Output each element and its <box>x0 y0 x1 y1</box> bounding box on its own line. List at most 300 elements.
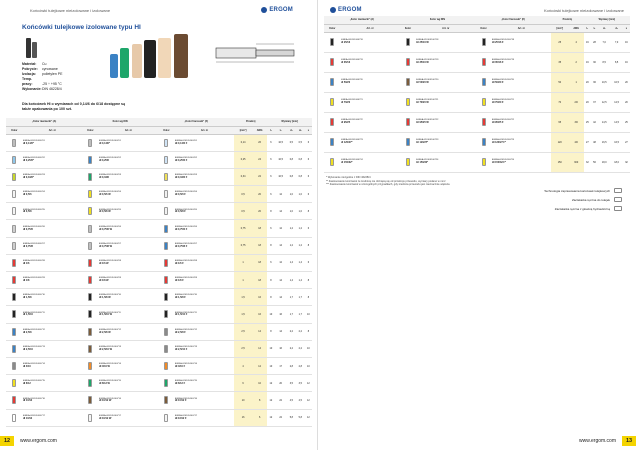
table-column-header: Kolor <box>475 24 492 32</box>
dim-cell: 22 <box>274 409 286 426</box>
article-code: E08KA-020105100718 <box>340 39 363 42</box>
article-name: HI 0,5/8 W <box>98 210 111 214</box>
dim-cell: 1,4 <box>287 254 296 271</box>
article-code: E08KA-020105100703 <box>174 174 197 177</box>
dim-cell: 1,2 <box>296 237 305 254</box>
color-swatch-icon <box>12 362 16 370</box>
article-cell <box>99 151 158 168</box>
spec-row <box>22 87 62 92</box>
article-code: E08KA-020105100723 <box>416 139 439 142</box>
article-code: E08KA-020105100708 <box>98 260 121 263</box>
article-code: E08KA-020105100705 <box>98 208 121 211</box>
article-cell <box>99 340 158 357</box>
dim-cell: 6 <box>267 186 274 203</box>
article-code: E08KA-020105100711 <box>98 311 121 314</box>
article-name: HI 1/6 F <box>174 261 184 265</box>
article-code: E08KA-020105100714 <box>174 363 197 366</box>
article-cell <box>175 272 234 289</box>
dim-cell: 8,5 <box>598 52 610 72</box>
table-column-header: Kolor <box>82 126 99 134</box>
footer-url[interactable]: www.ergom.com <box>20 438 57 444</box>
right-footer <box>318 436 636 446</box>
dim-cell: 22 <box>274 392 286 409</box>
article-code: E08KA-020105100703 <box>98 174 121 177</box>
article-code: E08KA-020105100722 <box>340 119 363 122</box>
article-code: E08KA-020105100709 <box>174 277 197 280</box>
dim-cell: 18 <box>252 237 267 254</box>
color-swatch-icon <box>330 58 334 66</box>
article-name: HI 0,34/6 <box>98 175 109 179</box>
spec-row <box>22 77 62 87</box>
color-cell <box>82 392 99 409</box>
right-header <box>318 4 636 16</box>
color-swatch-icon <box>12 310 16 318</box>
color-swatch-icon <box>164 225 168 233</box>
article-name: HI 95/25 W <box>416 121 429 124</box>
article-code: E08KA-020105100701 <box>22 139 45 142</box>
color-swatch-icon <box>482 138 486 146</box>
article-name: HI 35/16 <box>340 61 351 64</box>
dim-cell: 6 <box>305 254 312 271</box>
color-swatch-icon <box>164 414 168 422</box>
tool-icon <box>614 206 622 211</box>
dim-cell: 0,34 <box>234 168 252 185</box>
tool-legend <box>544 186 622 213</box>
color-cell <box>82 409 99 426</box>
dim-cell: 16 <box>623 32 630 52</box>
dim-cell: 3,5 <box>296 375 305 392</box>
article-cell <box>23 254 82 271</box>
dim-cell: 2/0 <box>569 92 584 112</box>
article-name: HI 1/8 <box>22 279 30 283</box>
color-cell <box>158 220 175 237</box>
color-cell <box>82 323 99 340</box>
color-swatch-icon <box>88 190 92 198</box>
article-cell <box>99 254 158 271</box>
article-code: E08KA-020105100724 <box>491 159 515 162</box>
dim-cell: 8 <box>305 237 312 254</box>
article-name: HI 0,75/8 F <box>174 244 188 248</box>
dim-cell: 12,5 <box>610 92 622 112</box>
dim-cell: 10,5 <box>610 72 622 92</box>
table-row <box>324 132 630 152</box>
table-row <box>324 32 630 52</box>
color-swatch-icon <box>88 396 92 404</box>
dim-cell: 14,5 <box>610 112 622 132</box>
dim-cell: 6 <box>305 151 312 168</box>
dim-cell: 10 <box>267 306 274 323</box>
color-swatch-icon <box>330 78 334 86</box>
article-name: HI 150/32 F* <box>491 161 506 164</box>
dim-cell: 2,2 <box>296 340 305 357</box>
dim-cell: 16 <box>252 289 267 306</box>
article-cell <box>23 392 82 409</box>
table-group-header: Przekrój <box>234 118 267 126</box>
color-swatch-icon <box>482 118 486 126</box>
color-cell <box>324 52 341 72</box>
dim-cell: 16 <box>252 306 267 323</box>
article-code: E08KA-020105100710 <box>22 294 45 297</box>
dim-cell: 14,5 <box>598 112 610 132</box>
table-column-header: s <box>305 126 312 134</box>
dim-cell: 12 <box>274 220 286 237</box>
color-cell <box>82 254 99 271</box>
article-cell <box>175 134 234 151</box>
table-column-header: d₂ <box>610 24 622 32</box>
dim-cell: 10 <box>267 340 274 357</box>
dim-cell: 2,2 <box>287 340 296 357</box>
dim-cell: 1 <box>234 272 252 289</box>
color-swatch-icon <box>12 207 16 215</box>
article-name: HI 120/27 F* <box>491 141 506 144</box>
article-cell <box>492 52 551 72</box>
color-swatch-icon <box>164 293 168 301</box>
color-swatch-icon <box>88 225 92 233</box>
article-cell <box>175 323 234 340</box>
article-code: E08KA-020105100707 <box>22 242 45 245</box>
dim-cell: 12 <box>267 409 274 426</box>
article-cell <box>492 132 551 152</box>
spec-key: Pokrycie: <box>22 67 38 71</box>
color-cell <box>324 132 341 152</box>
article-code: E08KA-020105100713 <box>22 346 45 349</box>
color-cell <box>6 375 23 392</box>
dim-cell: 24 <box>252 151 267 168</box>
article-cell <box>99 357 158 374</box>
article-name: HI 70/20 <box>340 101 351 104</box>
article-name: HI 10/12 W <box>98 399 112 403</box>
table-row <box>6 254 312 271</box>
table-column-header: d₂ <box>296 126 305 134</box>
dim-cell: 1,0 <box>296 186 305 203</box>
dim-cell: 0,8 <box>296 151 305 168</box>
brand-logo: ERGOM <box>330 7 362 13</box>
dim-cell: 0,75 <box>234 220 252 237</box>
article-cell <box>175 220 234 237</box>
article-name: HI 1,5/8 W <box>98 296 111 300</box>
table-row <box>6 220 312 237</box>
dim-cell: 18 <box>252 254 267 271</box>
color-cell <box>82 357 99 374</box>
article-code: E08KA-020105100717 <box>174 414 197 417</box>
color-cell <box>6 254 23 271</box>
article-cell <box>341 132 400 152</box>
dim-cell: 8 <box>267 203 274 220</box>
article-name: HI 4/10 W <box>98 365 110 369</box>
article-code: E08KA-020105100717 <box>98 414 121 417</box>
dim-cell: 17 <box>274 357 286 374</box>
color-cell <box>475 112 492 132</box>
article-cell <box>23 186 82 203</box>
dim-cell: 8 <box>267 289 274 306</box>
dim-cell: 2,8 <box>296 357 305 374</box>
dim-cell: 2 <box>569 52 584 72</box>
article-code: E08KA-020105100706 <box>174 225 197 228</box>
dim-cell: 26 <box>252 134 267 151</box>
article-name: HI 95/25 F <box>491 121 504 124</box>
color-swatch-icon <box>88 310 92 318</box>
dim-cell: 4,5 <box>296 392 305 409</box>
article-name: HI 0,5/6 W <box>98 193 111 197</box>
color-cell <box>6 409 23 426</box>
article-cell <box>341 72 400 92</box>
article-name: HI 0,75/6 F <box>174 227 188 231</box>
article-code: E08KA-020105100722 <box>416 119 439 122</box>
dim-cell: 50 <box>551 72 569 92</box>
color-cell <box>400 32 417 52</box>
color-cell <box>6 306 23 323</box>
color-cell <box>475 32 492 52</box>
color-cell <box>158 340 175 357</box>
article-code: E08KA-020105100718 <box>491 39 515 42</box>
color-swatch-icon <box>12 293 16 301</box>
dim-cell: 0,8 <box>287 168 296 185</box>
article-name: HI 2,5/10 F <box>174 347 188 351</box>
dim-cell: 1,2 <box>287 237 296 254</box>
article-name: HI 0,75/6 <box>22 227 33 231</box>
article-code: E08KA-020105100721 <box>491 99 515 102</box>
color-swatch-icon <box>164 156 168 164</box>
article-name: HI 50/20 F <box>491 81 504 84</box>
table-row <box>6 340 312 357</box>
article-code: E08KA-020105100716 <box>98 397 121 400</box>
dim-cell: 14 <box>274 237 286 254</box>
article-code: E08KA-020105100719 <box>340 59 363 62</box>
dim-cell: 35 <box>551 52 569 72</box>
dim-cell: 2,5 <box>234 340 252 357</box>
color-cell <box>6 392 23 409</box>
color-swatch-icon <box>482 58 486 66</box>
article-name: HI 25/16 <box>340 41 351 44</box>
article-name: HI 1,5/10 W <box>98 313 112 317</box>
article-cell <box>416 92 475 112</box>
article-code: E08KA-020105100717 <box>22 414 45 417</box>
table-column-header: l₁ <box>267 126 274 134</box>
color-cell <box>158 323 175 340</box>
header-crumb: Końcówki tulejkowe nieizolowane i izolowane <box>30 7 111 13</box>
table-row <box>6 323 312 340</box>
color-swatch-icon <box>164 379 168 387</box>
dim-cell: 37 <box>591 92 598 112</box>
ferrule-table-right <box>324 16 630 173</box>
article-cell <box>175 203 234 220</box>
dim-cell: 22 <box>252 168 267 185</box>
color-swatch-icon <box>330 38 334 46</box>
table-group-header: „Kolor francuski” (F) <box>158 118 234 126</box>
dim-cell: 3,5 <box>287 375 296 392</box>
article-cell <box>23 409 82 426</box>
article-cell <box>175 254 234 271</box>
article-cell <box>492 152 551 172</box>
article-name: HI 25/16 F <box>491 41 504 44</box>
article-code: E08KA-020105100704 <box>98 191 121 194</box>
dim-cell: 14 <box>252 340 267 357</box>
color-cell <box>6 203 23 220</box>
article-code: E08KA-020105100718 <box>416 39 439 42</box>
dim-cell: 25 <box>623 112 630 132</box>
dim-cell: 10 <box>305 306 312 323</box>
color-cell <box>400 72 417 92</box>
spec-value: polietylen PE <box>42 72 63 76</box>
dim-cell: 14 <box>274 323 286 340</box>
color-cell <box>158 134 175 151</box>
dim-cell: 16,5 <box>598 132 610 152</box>
dim-cell: 12 <box>274 254 286 271</box>
color-swatch-icon <box>88 414 92 422</box>
article-code: E08KA-020105100704 <box>174 191 197 194</box>
dim-cell: 4 <box>569 32 584 52</box>
article-cell <box>23 306 82 323</box>
dim-cell: 5,8 <box>296 409 305 426</box>
dim-cell: 14 <box>274 203 286 220</box>
article-cell <box>23 375 82 392</box>
dim-cell: 10 <box>305 340 312 357</box>
article-name: HI 0,25/6 F <box>174 158 188 162</box>
table-column-header: l₂ <box>274 126 286 134</box>
dim-cell: 1,5 <box>234 306 252 323</box>
dim-cell: 12 <box>305 392 312 409</box>
article-name: HI 0,75/6 W <box>98 227 112 231</box>
article-name: HI 70/20 F <box>491 101 504 104</box>
dim-cell: 6 <box>267 151 274 168</box>
article-code: E08KA-020105100710 <box>174 294 197 297</box>
article-cell <box>175 340 234 357</box>
article-cell <box>99 289 158 306</box>
dim-cell: 6 <box>305 168 312 185</box>
article-name: HI 50/20 W <box>416 81 429 84</box>
dim-cell: 16 <box>623 52 630 72</box>
legend-item <box>544 195 622 204</box>
color-swatch-icon <box>88 156 92 164</box>
color-swatch-icon <box>164 259 168 267</box>
dim-cell: 7,0 <box>598 32 610 52</box>
article-code: E08KA-020105100701 <box>174 139 197 142</box>
article-cell <box>175 306 234 323</box>
color-swatch-icon <box>12 396 16 404</box>
color-cell <box>6 220 23 237</box>
article-code: E08KA-020105100707 <box>98 242 121 245</box>
article-cell <box>492 112 551 132</box>
color-swatch-icon <box>164 207 168 215</box>
color-cell <box>158 186 175 203</box>
dim-cell: 8 <box>305 272 312 289</box>
dim-cell: 16 <box>274 306 286 323</box>
color-swatch-icon <box>88 139 92 147</box>
legend-label: Zaciskarka ręczna do tulejek <box>571 197 610 202</box>
color-swatch-icon <box>12 345 16 353</box>
dim-cell: 8 <box>267 272 274 289</box>
article-name: HI 150/32* <box>340 161 353 164</box>
table-row <box>6 392 312 409</box>
table-row <box>324 52 630 72</box>
dim-cell: 70 <box>551 92 569 112</box>
table-column-header: Art. nr <box>492 24 551 32</box>
dim-cell: 18,0 <box>610 152 622 172</box>
article-name: HI 35/16 W <box>416 61 429 64</box>
article-cell <box>99 375 158 392</box>
table-column-header: Kolor <box>158 126 175 134</box>
dim-cell: 10,5 <box>274 168 286 185</box>
color-cell <box>400 92 417 112</box>
dim-cell: 16 <box>274 340 286 357</box>
color-cell <box>6 272 23 289</box>
color-cell <box>324 112 341 132</box>
dim-cell: 10 <box>267 357 274 374</box>
dim-cell: 4 <box>234 357 252 374</box>
color-swatch-icon <box>330 158 334 166</box>
dim-cell: 12 <box>305 409 312 426</box>
table-row <box>6 203 312 220</box>
dim-cell: 150 <box>551 152 569 172</box>
color-swatch-icon <box>482 38 486 46</box>
article-cell <box>175 375 234 392</box>
article-code: E08KA-020105100715 <box>174 380 197 383</box>
color-cell <box>82 272 99 289</box>
article-code: E08KA-020105100706 <box>22 225 45 228</box>
footer-url[interactable]: www.ergom.com <box>579 438 616 444</box>
table-column-header: l₁ <box>584 24 591 32</box>
color-swatch-icon <box>12 190 16 198</box>
article-code: E08KA-020105100706 <box>98 225 121 228</box>
color-swatch-icon <box>330 138 334 146</box>
spec-key: Izolacja: <box>22 72 36 76</box>
spec-key: Temp. pracy: <box>22 77 33 86</box>
dim-cell: 1,0 <box>287 186 296 203</box>
dim-cell: 6 <box>267 134 274 151</box>
article-name: HI 16/12 F <box>174 416 187 420</box>
color-cell <box>400 52 417 72</box>
dim-cell: 300 <box>569 152 584 172</box>
dim-cell: 120 <box>551 132 569 152</box>
dim-cell: 10,5 <box>274 134 286 151</box>
dim-cell: 0,8 <box>287 151 296 168</box>
article-cell <box>175 357 234 374</box>
table-column-header: Kolor <box>6 126 23 134</box>
article-name: HI 1,5/8 F <box>174 296 186 300</box>
article-cell <box>23 168 82 185</box>
table-column-header: d₁ <box>287 126 296 134</box>
article-name: HI 35/16 F <box>491 61 504 64</box>
article-cell <box>416 132 475 152</box>
dim-cell: 10,5 <box>274 151 286 168</box>
color-swatch-icon <box>88 362 92 370</box>
article-name: HI 0,5/6 F <box>174 193 186 197</box>
article-cell <box>23 237 82 254</box>
dim-cell: 56 <box>591 152 598 172</box>
article-cell <box>23 272 82 289</box>
dim-cell: 1,7 <box>296 306 305 323</box>
article-cell <box>416 152 475 172</box>
article-code: E08KA-020105100720 <box>491 79 515 82</box>
table-group-header: Wymiary [mm] <box>584 16 630 24</box>
dim-cell: 7,0 <box>610 32 622 52</box>
article-cell <box>23 357 82 374</box>
article-code: E08KA-020105100713 <box>174 346 197 349</box>
color-swatch-icon <box>164 190 168 198</box>
dim-cell: 14 <box>252 323 267 340</box>
article-code: E08KA-020105100715 <box>22 380 45 383</box>
article-code: E08KA-020105100701 <box>98 139 121 142</box>
article-cell <box>175 237 234 254</box>
table-column-header: l₂ <box>591 24 598 32</box>
footnote-line: * Wykonanie niezgodne z DIN 46228/4 <box>326 176 371 179</box>
article-name: HI 10/12 <box>22 399 33 403</box>
color-swatch-icon <box>88 379 92 387</box>
article-cell <box>99 168 158 185</box>
table-column-header: [mm²] <box>234 126 252 134</box>
dim-cell: 6 <box>267 254 274 271</box>
article-cell <box>99 323 158 340</box>
